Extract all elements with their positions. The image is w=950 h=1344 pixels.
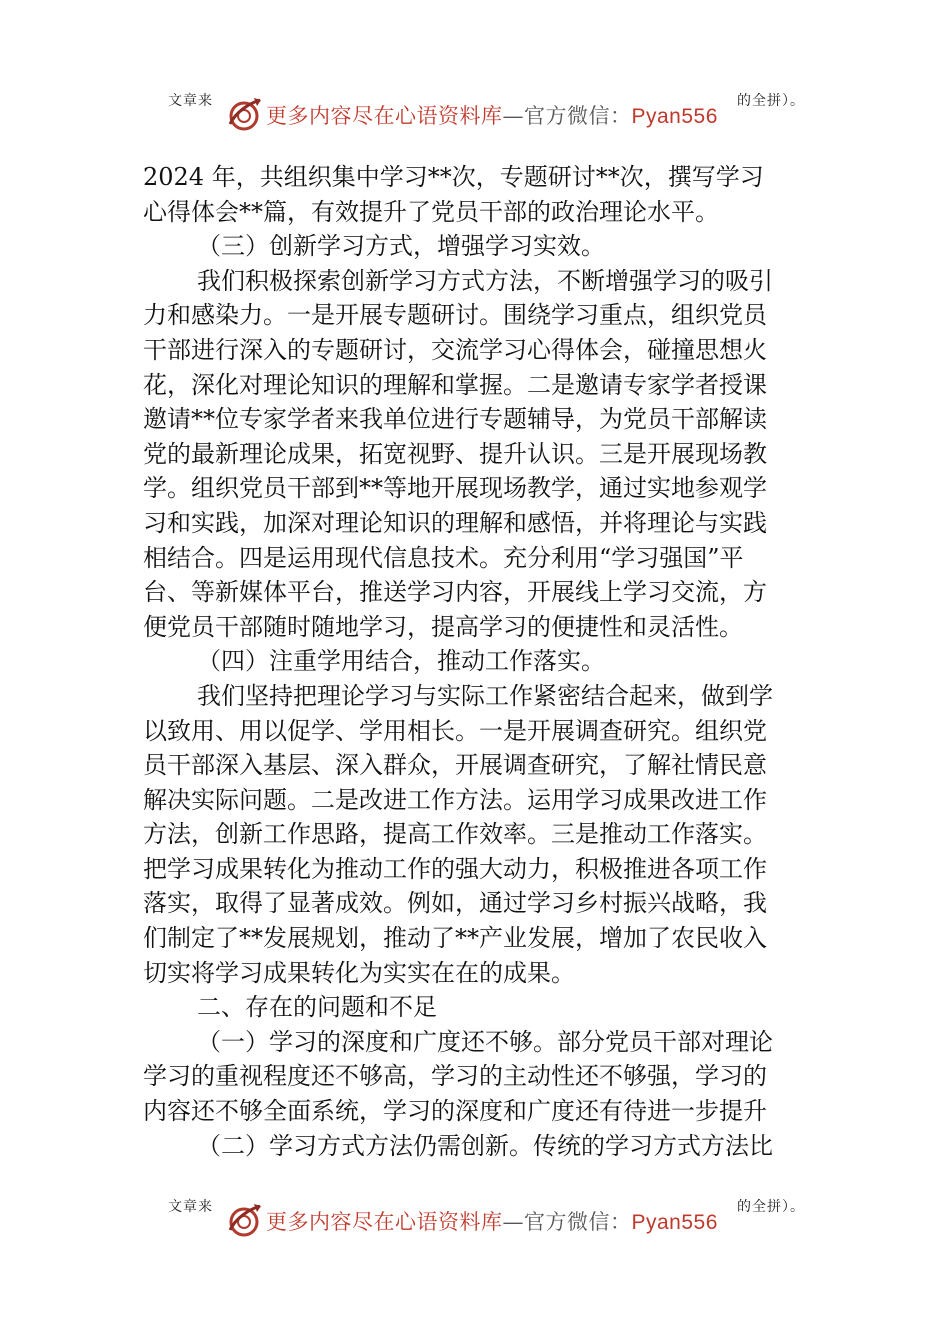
text-line: 方法，创新工作思路，提高工作效率。三是推动工作落实。 — [143, 820, 767, 849]
banner-wechat-id: Pyan556 — [631, 1211, 718, 1234]
text-line: 落实，取得了显著成效。例如，通过学习乡村振兴战略，我 — [143, 889, 767, 918]
logo-icon — [224, 1200, 264, 1240]
header-source-right: 的全拼）。 — [737, 93, 805, 109]
banner-dash: — — [502, 1210, 524, 1234]
chapter-heading: 二、存在的问题和不足 — [197, 993, 437, 1022]
text-line: 们制定了**发展规划，推动了**产业发展，增加了农民收入 — [143, 924, 767, 953]
text-line: 相结合。四是运用现代信息技术。充分利用“学习强国”平 — [143, 543, 744, 572]
text-line: 学。组织党员干部到**等地开展现场教学，通过实地参观学 — [143, 474, 767, 503]
banner-main: 更多内容尽在心语资料库 — [266, 104, 503, 128]
text-line: 党的最新理论成果，拓宽视野、提升认识。三是开展现场教 — [143, 439, 767, 468]
logo-icon — [224, 94, 264, 134]
text-line: 解决实际问题。二是改进工作方法。运用学习成果改进工作 — [143, 785, 767, 814]
banner-dash: — — [502, 104, 524, 128]
text-line: 邀请**位专家学者来我单位进行专题辅导，为党员干部解读 — [143, 405, 767, 434]
text-line: 以致用、用以促学、学用相长。一是开展调查研究。组织党 — [143, 716, 767, 745]
banner-wechat-label: 官方微信： — [524, 104, 632, 128]
text-line: 力和感染力。一是开展专题研讨。围绕学习重点，组织党员 — [143, 301, 767, 330]
text-line: 台、等新媒体平台，推送学习内容，开展线上学习交流，方 — [143, 578, 767, 607]
text-line: 习和实践，加深对理论知识的理解和感悟，并将理论与实践 — [143, 508, 767, 537]
header-watermark — [0, 82, 950, 142]
text-line: （一）学习的深度和广度还不够。部分党员干部对理论 — [197, 1027, 773, 1056]
banner-wechat-label: 官方微信： — [524, 1210, 632, 1234]
text-line: 干部进行深入的专题研讨，交流学习心得体会，碰撞思想火 — [143, 335, 767, 364]
banner-wechat-id: Pyan556 — [631, 105, 718, 128]
footer-watermark — [0, 1188, 950, 1248]
section-heading: （四）注重学用结合，推动工作落实。 — [197, 647, 605, 676]
banner-main: 更多内容尽在心语资料库 — [266, 1210, 503, 1234]
text-line: 内容还不够全面系统，学习的深度和广度还有待进一步提升 — [143, 1097, 767, 1126]
header-banner — [266, 100, 718, 130]
section-heading: （三）创新学习方式，增强学习实效。 — [197, 232, 605, 261]
text-line: 心得体会**篇，有效提升了党员干部的政治理论水平。 — [143, 197, 719, 226]
text-line: 花，深化对理论知识的理解和掌握。二是邀请专家学者授课 — [143, 370, 767, 399]
text-line: 把学习成果转化为推动工作的强大动力，积极推进各项工作 — [143, 854, 767, 883]
text-line: 切实将学习成果转化为实实在在的成果。 — [143, 958, 575, 987]
text-line: 学习的重视程度还不够高，学习的主动性还不够强，学习的 — [143, 1062, 767, 1091]
footer-banner — [266, 1206, 718, 1236]
text-line: 便党员干部随时随地学习，提高学习的便捷性和灵活性。 — [143, 612, 743, 641]
text-line: 我们积极探索创新学习方式方法，不断增强学习的吸引 — [197, 266, 773, 295]
footer-source-left: 文章来 — [168, 1199, 213, 1215]
header-source-left: 文章来 — [168, 93, 213, 109]
footer-source-right: 的全拼）。 — [737, 1199, 805, 1215]
text-line: 我们坚持把理论学习与实际工作紧密结合起来，做到学 — [197, 681, 773, 710]
text-line: 2024 年，共组织集中学习**次，专题研讨**次，撰写学习 — [143, 163, 764, 191]
body-text — [143, 160, 811, 1163]
text-line: （二）学习方式方法仍需创新。传统的学习方式方法比 — [197, 1131, 773, 1160]
text-line: 员干部深入基层、深入群众，开展调查研究，了解社情民意 — [143, 751, 767, 780]
